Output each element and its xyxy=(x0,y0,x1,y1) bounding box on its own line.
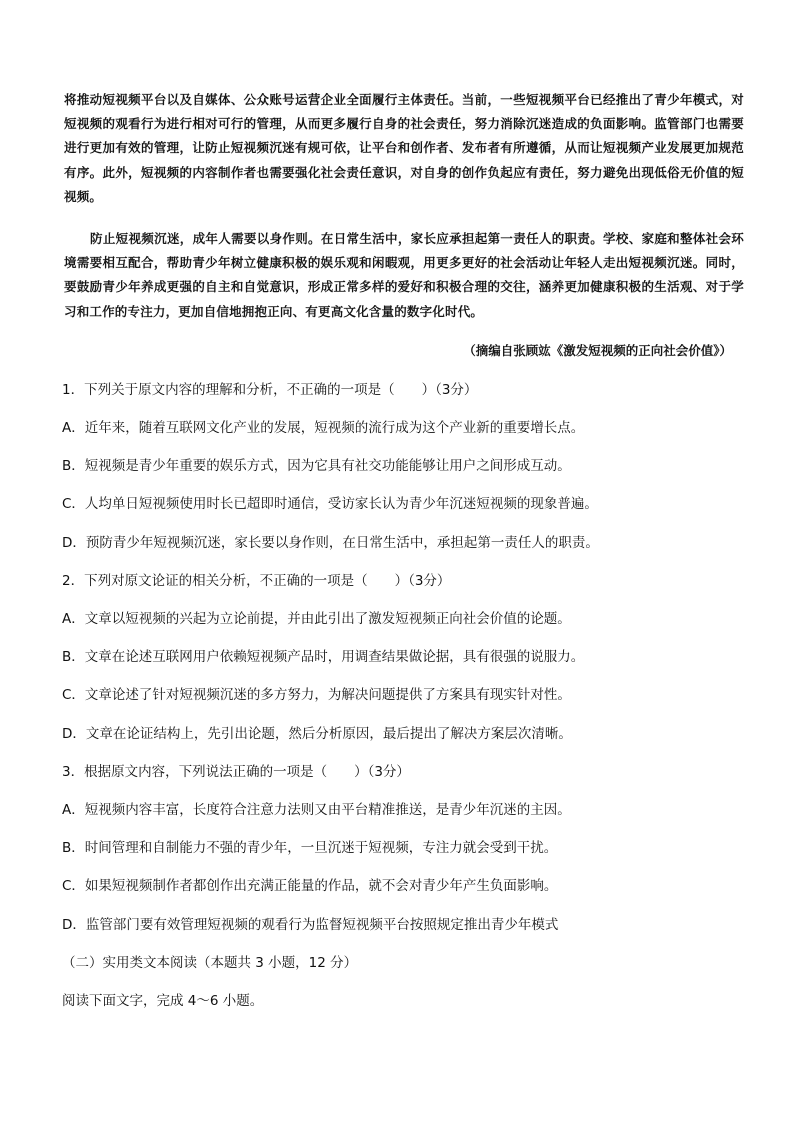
question-3-option-b: B．时间管理和自制能力不强的青少年，一旦沉迷于短视频，专注力就会受到干扰。 xyxy=(62,840,558,856)
question-3-option-a: A．短视频内容丰富，长度符合注意力法则又由平台精准推送，是青少年沉迷的主因。 xyxy=(62,802,571,818)
question-1-option-a: A．近年来，随着互联网文化产业的发展，短视频的流行成为这个产业新的重要增长点。 xyxy=(62,420,585,436)
question-1-option-c: C．人均单日短视频使用时长已超即时通信，受访家长认为青少年沉迷短视频的现象普遍。 xyxy=(62,496,598,512)
passage-paragraph-2: 防止短视频沉迷，成年人需要以身作则。在日常生活中，家长应承担起第一责任人的职责。学校、家庭和整体社会环境需要相互配合，帮助青少年树立健康积极的娱乐观和闲暇观，用更多更好的社会活动让年轻人走出短视频沉迷。同时，要鼓励青少年养成更强的自主和自觉意识，形成正常多样的爱好和积极合理的交往，涵养更加健康积极的生活观、对于学习和工作的专注力，更加自信地拥抱正向、有更高文化含量的数字化时代。 xyxy=(64,231,744,319)
passage-source: （摘编自张顾竑《激发短视频的正向社会价值》） xyxy=(463,343,732,358)
question-2-option-a: A．文章以短视频的兴起为立论前提，并由此引出了激发短视频正向社会价值的论题。 xyxy=(62,611,571,627)
section-2-heading: （二）实用类文本阅读（本题共 3 小题，12 分） xyxy=(62,955,358,971)
question-2-option-d: D．文章在论证结构上，先引出论题，然后分析原因，最后提出了解决方案层次清晰。 xyxy=(62,726,572,742)
passage-paragraph-1: 将推动短视频平台以及自媒体、公众账号运营企业全面履行主体责任。当前，一些短视频平台已经推出了青少年模式，对短视频的观看行为进行相对可行的管理，从而更多履行自身的社会责任，努力消除沉迷造成的负面影响。监管部门也需要进行更加有效的管理，让防止短视频沉迷有规可依，让平台和创作者、发布者有所遵循，从而让短视频产业发展更加规范有序。此外，短视频的内容制作者也需要强化社会责任意识，对自身的创作负起应有责任，努力避免出现低俗无价值的短视频。 xyxy=(64,92,744,204)
question-1-stem: 1．下列关于原文内容的理解和分析，不正确的一项是（ ）（3分） xyxy=(62,382,478,398)
question-2-option-b: B．文章在论述互联网用户依赖短视频产品时，用调查结果做论据，具有很强的说服力。 xyxy=(62,649,585,665)
question-3-stem: 3．根据原文内容，下列说法正确的一项是（ ）（3分） xyxy=(62,764,410,780)
question-1-option-b: B．短视频是青少年重要的娱乐方式，因为它具有社交功能能够让用户之间形成互动。 xyxy=(62,458,571,474)
section-2-instruction: 阅读下面文字，完成 4～6 小题。 xyxy=(62,993,264,1009)
question-2-stem: 2．下列对原文论证的相关分析，不正确的一项是（ ）（3分） xyxy=(62,573,451,589)
question-2-option-c: C．文章论述了针对短视频沉迷的多方努力，为解决问题提供了方案具有现实针对性。 xyxy=(62,687,571,703)
question-1-option-d: D．预防青少年短视频沉迷，家长要以身作则，在日常生活中，承担起第一责任人的职责。 xyxy=(62,535,599,551)
question-3-option-d: D．监管部门要有效管理短视频的观看行为监督短视频平台按照规定推出青少年模式 xyxy=(62,917,559,933)
question-3-option-c: C．如果短视频制作者都创作出充满正能量的作品，就不会对青少年产生负面影响。 xyxy=(62,878,558,894)
